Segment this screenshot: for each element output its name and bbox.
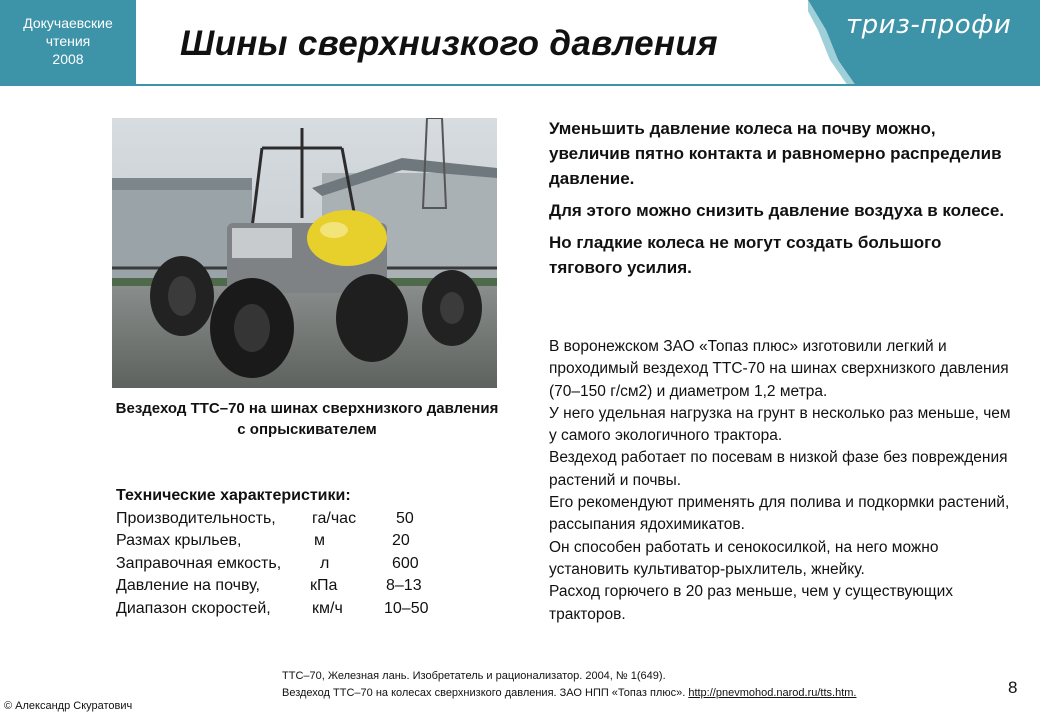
slide-title: Шины сверхнизкого давления	[180, 24, 718, 63]
body-text	[549, 336, 1019, 626]
spec-row	[116, 553, 419, 576]
body-paragraph: Расход горючего в 20 раз меньше, чем у существующих тракторов.	[549, 583, 954, 623]
spec-unit: м	[314, 532, 325, 549]
body-paragraph: В воронежском ЗАО «Топаз плюс» изготовили легкий и проходимый вездеход ТТС-70 на шинах сверхнизкого давления (70–150 г/см2) и диаметром 1,2 метра.	[549, 338, 1009, 400]
spec-value: 10–50	[384, 599, 429, 617]
reference-line: ТТС–70, Железная лань. Изобретатель и рационализатор. 2004, № 1(649).	[282, 670, 666, 682]
spec-value: 20	[392, 532, 410, 549]
intro-paragraph: Для этого можно снизить давление воздуха в колесе.	[549, 201, 1005, 220]
body-paragraph: У него удельная нагрузка на грунт в несколько раз меньше, чем у самого экологичного трактора.	[549, 404, 1011, 445]
page-number: 8	[1008, 678, 1018, 697]
spec-name: Производительность,	[116, 509, 276, 527]
body-paragraph: Вездеход работает по посевам в низкой фазе без повреждения растений и почвы.	[549, 449, 1008, 489]
spec-value: 8–13	[386, 577, 422, 594]
spec-row	[116, 530, 410, 553]
spec-name: Диапазон скоростей,	[116, 599, 271, 617]
intro-paragraph: Но гладкие колеса не могут создать большого тягового усилия.	[549, 233, 942, 277]
event-badge	[0, 0, 136, 86]
reference-footer	[282, 668, 856, 702]
specs-table	[116, 485, 429, 620]
reference-line-2	[282, 685, 856, 702]
spec-unit: кПа	[310, 577, 338, 594]
spec-name: Размах крыльев,	[116, 532, 242, 549]
spec-unit: га/час	[312, 509, 357, 527]
specs-title: Технические характеристики:	[116, 487, 351, 504]
brand-banner	[808, 0, 1040, 86]
copyright: © Александр Скуратович	[4, 700, 133, 712]
spec-name: Заправочная емкость,	[116, 554, 282, 572]
photo-caption: Вездеход ТТС–70 на шинах сверхнизкого давления с опрыскивателем	[115, 400, 499, 438]
spec-value: 50	[396, 509, 414, 527]
spec-value: 600	[392, 554, 419, 572]
intro-paragraph: Уменьшить давление колеса на почву можно, увеличив пятно контакта и равномерно распределив давление.	[549, 119, 1002, 188]
spec-row	[116, 598, 429, 621]
reference-text: Вездеход ТТС–70 на колесах сверхнизкого давления. ЗАО НПП «Топаз плюс».	[282, 687, 686, 699]
spec-unit: км/ч	[312, 599, 343, 617]
body-paragraph: Он способен работать и сенокосилкой, на него можно установить культиватор-рыхлитель, жнейку.	[549, 538, 939, 578]
intro-text	[549, 116, 1009, 287]
spec-row	[116, 575, 422, 598]
spec-row	[116, 508, 414, 531]
body-paragraph: Его рекомендуют применять для полива и подкормки растений, рассыпания ядохимикатов.	[549, 494, 1010, 534]
header-divider	[136, 84, 856, 86]
vehicle-photo	[112, 118, 497, 388]
spec-unit: л	[320, 554, 330, 572]
spec-name: Давление на почву,	[116, 577, 260, 594]
event-line: чтения	[45, 33, 91, 49]
event-line: 2008	[52, 51, 84, 67]
reference-link[interactable]: http://pnevmohod.narod.ru/tts.htm.	[688, 687, 857, 699]
brand-logo: триз-профи	[846, 10, 1012, 40]
event-line: Докучаевские	[23, 15, 113, 31]
